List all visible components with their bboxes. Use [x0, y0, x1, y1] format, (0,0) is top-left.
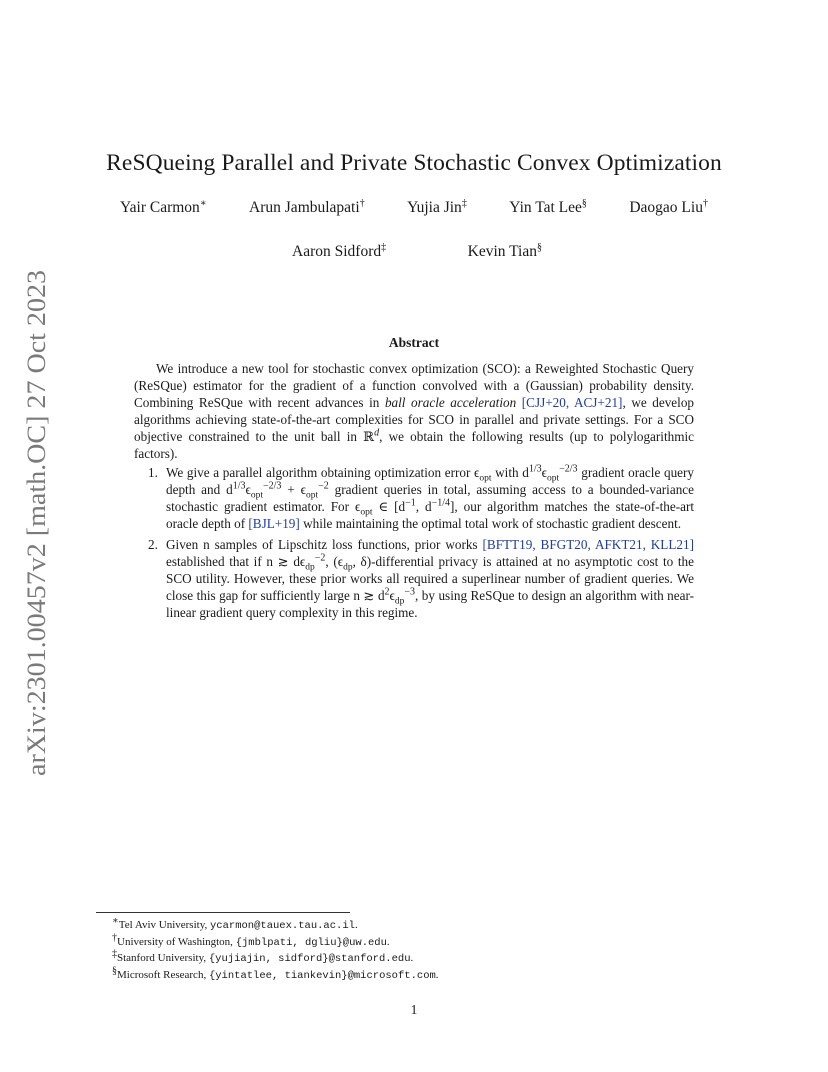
- arxiv-id: arXiv:2301.00457v2 [math.OC] 27 Oct 2023: [22, 306, 51, 776]
- author: Kevin Tian§: [467, 241, 542, 260]
- footnote-rule: [96, 912, 350, 913]
- citation-link[interactable]: [BJL+19]: [248, 516, 300, 531]
- footnote: ∗Tel Aviv University, ycarmon@tauex.tau.ac.il.: [112, 915, 358, 932]
- list-item: 1. We give a parallel algorithm obtaining optimization error $\epsilon_{opt}$ with $d^{1/3}\epsilon_{opt}^{-2/3}$ gradient oracle query depth and $d^{1/3}\epsilon_{opt}^{-2/3} + \epsilon_{opt}^{-2}$ gradient queries in total, assuming access to a bounded-variance stochastic gradient estimator. For $\epsilon_{opt}$ ∈ [$d^{-1}$, $d^{-1/4}$], our algorithm matches the state-of-the-art oracle depth of [BJL+19] while maintaining the optimal total work of stochastic gradient descent.: [148, 463, 695, 531]
- results-list: [148, 464, 694, 625]
- authors-row-1: [100, 199, 728, 217]
- author: Yujia Jin‡: [407, 197, 467, 216]
- author: Arun Jambulapati†: [249, 197, 365, 216]
- footnote: ‡Stanford University, {yujiajin, sidford}@stanford.edu.: [112, 948, 414, 965]
- citation-link[interactable]: [CJJ+20, ACJ+21]: [521, 395, 623, 410]
- footnote: §Microsoft Research, {yintatlee, tiankevin}@microsoft.com.: [112, 964, 439, 982]
- author: Yin Tat Lee§: [509, 197, 587, 216]
- author: Yair Carmon∗: [120, 197, 207, 216]
- author: Daogao Liu†: [629, 197, 708, 216]
- paper-title: ReSQueing Parallel and Private Stochastic Convex Optimization: [106, 150, 722, 176]
- footnotes: [112, 915, 439, 984]
- authors-row-2: [292, 243, 542, 261]
- abstract-paragraph: We introduce a new tool for stochastic convex optimization (SCO): a Reweighted Stochastic Query (ReSQue) estimator for the gradient of a function convolved with a (Gaussian) probability density. Combining ReSQue with recent advances in ball oracle acceleration [CJJ+20, ACJ+21], we develop algorithms achieving state-of-the-art complexities for SCO in parallel and private settings. For a SCO objective constrained to the unit ball in ℝ$^d$, we obtain the following results (up to polylogarithmic factors).: [134, 361, 695, 461]
- footnote: †University of Washington, {jmblpati, dgliu}@uw.edu.: [112, 931, 390, 949]
- list-item: 2. Given n samples of Lipschitz loss functions, prior works [BFTT19, BFGT20, AFKT21, KLL21] established that if n ≳ $d\epsilon_{dp}^{-2}$, ($\epsilon_{dp}$, δ)-differential privacy is attained at no asymptotic cost to the SCO utility. However, these prior works all required a superlinear number of gradient queries. We close this gap for sufficiently large n ≳ $d^2\epsilon_{dp}^{-3}$, by using ReSQue to design an algorithm with near-linear gradient query complexity in this regime.: [148, 537, 695, 620]
- citation-link[interactable]: [BFTT19, BFGT20, AFKT21, KLL21]: [482, 537, 695, 552]
- abstract-body: [134, 360, 694, 462]
- author: Aaron Sidford‡: [292, 241, 387, 260]
- page-number: 1: [410, 1002, 418, 1017]
- abstract-heading: Abstract: [388, 335, 440, 350]
